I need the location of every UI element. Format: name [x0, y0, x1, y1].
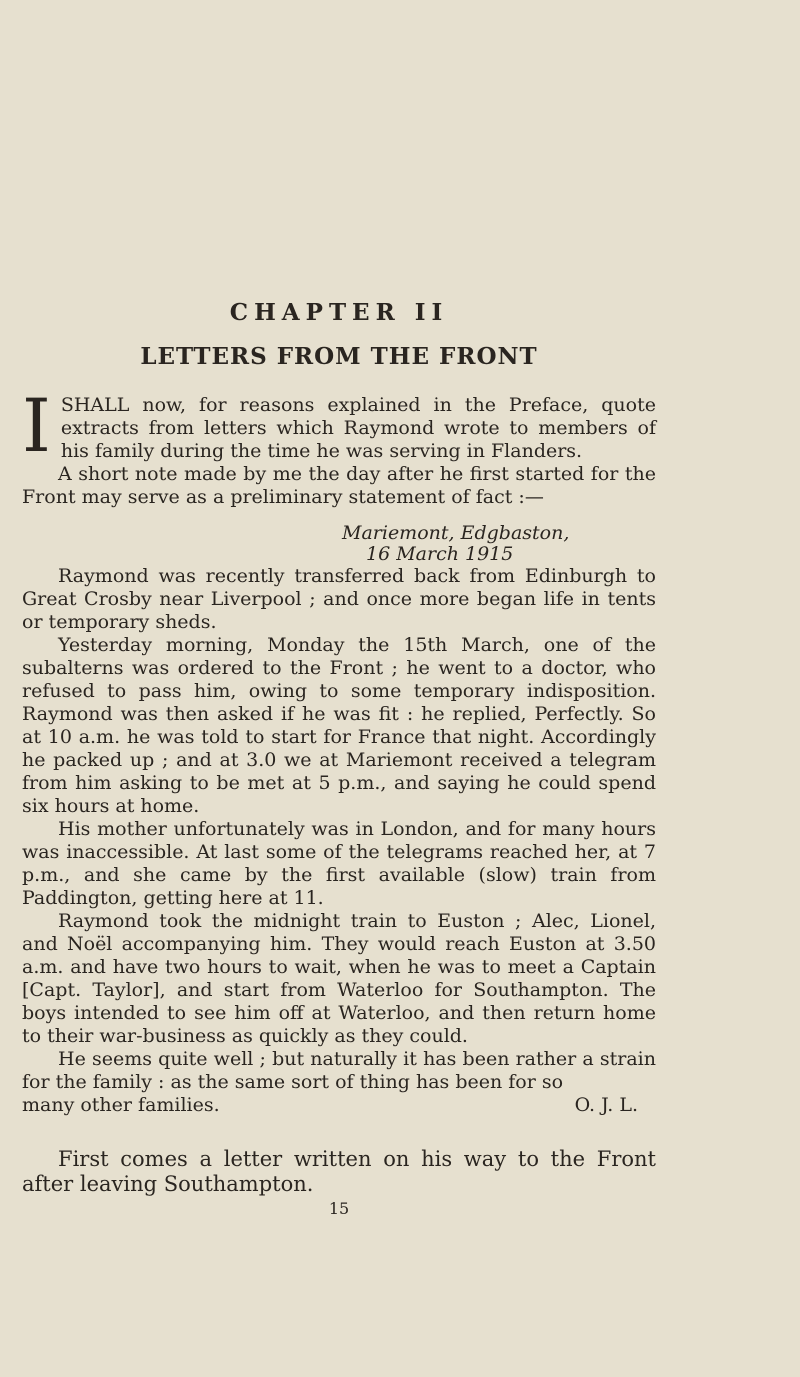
closing-last-text: many other families. — [22, 1094, 220, 1116]
drop-cap: I — [22, 384, 51, 469]
dateline-date: 16 March 1915 — [366, 543, 514, 565]
closing-paragraph: He seems quite well ; but naturally it has been rather a strain for the family : as the same sort of thing has been for so — [22, 1048, 656, 1093]
intro-text: SHALL now, for reasons explained in the Preface, quote extracts from letters which Raymond wrote to members of his family during the time he was serving in Flanders. — [60, 394, 656, 462]
closing-last-line — [22, 1094, 656, 1117]
lead-paragraph: A short note made by me the day after he first started for the Front may serve as a preliminary statement of fact :— — [22, 463, 656, 508]
chapter-title: LETTERS FROM THE FRONT — [140, 343, 538, 370]
note-paragraph: Raymond was recently transferred back from Edinburgh to Great Crosby near Liverpool ; and once more began life in tents or temporary sheds. — [22, 565, 656, 633]
dateline-place: Mariemont, Edgbaston, — [342, 522, 570, 544]
transition-paragraph: First comes a letter written on his way to the Front after leaving Southampton. — [22, 1147, 656, 1196]
book-page — [22, 300, 656, 1218]
chapter-label: CHAPTER II — [229, 299, 449, 326]
note-paragraph: Raymond took the midnight train to Euston ; Alec, Lionel, and Noël accompanying him. They would reach Euston at 3.50 a.m. and have two hours to wait, when he was to meet a Captain [Capt. Taylor], and start from Waterloo for Southampton. The boys intended to see him off at Waterloo, and then return home to their war-business as quickly as they could. — [22, 910, 656, 1047]
signature: O. J. L. — [574, 1094, 638, 1116]
note-paragraph: His mother unfortunately was in London, and for many hours was inaccessible. At last some of the telegrams reached her, at 7 p.m., and she came by the first available (slow) train from Paddington, getting here at 11. — [22, 818, 656, 909]
dateline — [22, 523, 656, 565]
note-paragraph: Yesterday morning, Monday the 15th March, one of the subalterns was ordered to the Front ; he went to a doctor, who refused to pass him, owing to some temporary indisposition. Raymond was then asked if he was fit : he replied, Perfectly. So at 10 a.m. he was told to start for France that night. Accordingly he packed up ; and at 3.0 we at Mariemont received a telegram from him asking to be met at 5 p.m., and saying he could spend six hours at home. — [22, 634, 656, 817]
intro-paragraph — [22, 384, 656, 469]
page-number: 15 — [328, 1199, 350, 1218]
